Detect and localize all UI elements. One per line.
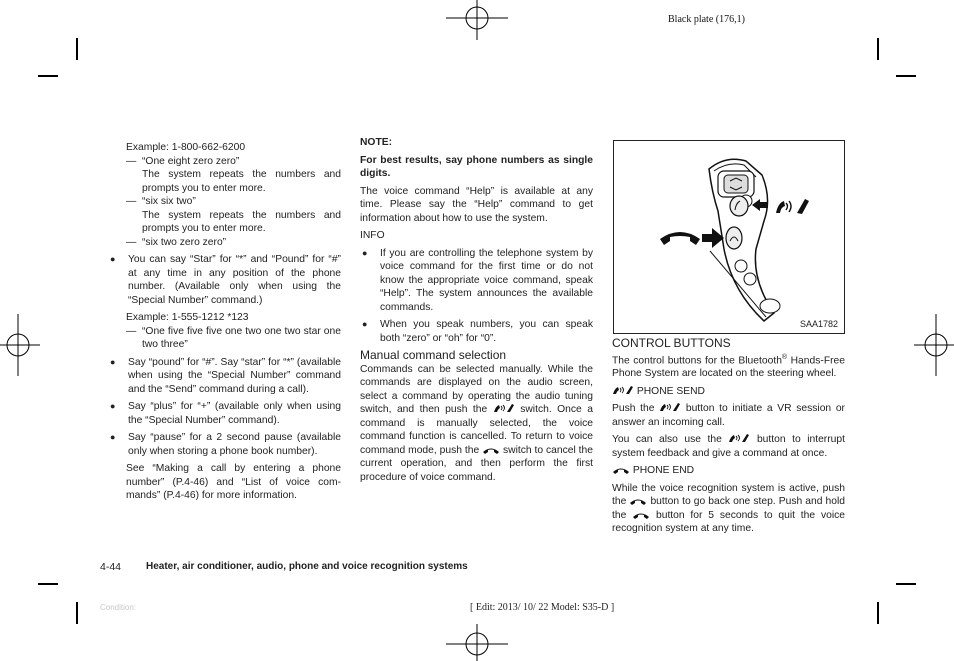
footer-title: Heater, air conditioner, audio, phone and voice recognition systems [146,561,468,572]
crop-mark [877,602,879,624]
edit-info: [ Edit: 2013/ 10/ 22 Model: S35-D ] [470,602,615,613]
bullet-item: ● Say “pause” for a 2 second pause (available only when storing a phone book number). [110,432,341,457]
bullet-text: Say “plus” for “+” (available only when using the “Special Number” command). [128,401,341,426]
section-heading: Manual command selection [360,348,507,362]
example-text: “six two zero zero” [142,236,227,248]
phone-send-heading: PHONE SEND [612,385,845,399]
help-paragraph: The voice command “Help” is available at any time. Please say the “Help” command to get information about how to use the system. [360,185,593,224]
bullet-item: ● Say “pound” for “#”. Say “star” for “*” (available when using the “Special Number” command and the “Send” command during a call). [110,356,341,395]
bullet-item: ● If you are controlling the telephone system by voice command for the first time or do not know the appropriate voice command, speak “Help”. The system announces the available commands. [362,247,593,313]
registration-mark-bottom [446,624,508,661]
crop-mark [38,583,58,585]
phone-icon [482,445,500,455]
phone-end-heading: PHONE END [612,464,845,478]
phone-send-paragraph: Push the button to initiate a VR session or answer an incoming call. [612,403,845,428]
bullet-text: If you are controlling the telephone system by voice command for the first time or do not know the appropriate voice command, speak “Help”. The system announces the available commands. [380,247,593,313]
example-item: — “One eight zero zero” [126,155,240,167]
bullet-text: You can say “Star” for “*” and “Pound” for “#” at any time in any position of the phone number. (Available only when using the “Special Number” command.) [128,254,341,306]
note-text: For best results, say phone numbers as single digits. [360,154,593,179]
crop-mark [896,583,916,585]
intro-paragraph: The control buttons for the Bluetooth® Hands-Free Phone System are located on the steering wheel. [612,353,845,380]
condition-label: Condition: [100,603,137,612]
example-item: — “One five five five one two one two star one two three” [126,325,341,350]
example-note: The system repeats the numbers and prompts you to enter more. [142,209,341,234]
example-text: “One eight zero zero” [142,155,240,167]
crop-mark [896,75,916,77]
manual-paragraph [360,363,593,485]
section-heading: CONTROL BUTTONS [612,336,731,350]
talk-phone-icon [493,403,515,414]
right-column [612,337,845,536]
example-item: — “six six two” [126,196,196,207]
manual-text: Commands can be selected manually. While the commands are displayed on the audio screen, select a command by operating the audio tuning switch, and then push the [360,363,593,415]
manual-text: switch to cancel the current operation, and then perform the first procedure of voice command. [360,444,593,483]
bullet-item: ● You can say “Star” for “*” and “Pound” for “#” at any time in any position of the phone number. (Available only when using the “Special Number” command.) [110,254,341,306]
example-text: “six six two” [142,196,196,207]
example-text: “One five five five one two one two star one two three” [142,325,341,350]
bullet-item: ● When you speak numbers, you can speak both “zero” or “oh” for “0”. [362,319,593,344]
phone-icon [632,510,650,520]
phone-icon [629,496,647,506]
plate-label: Black plate (176,1) [668,14,745,25]
talk-phone-icon [612,385,634,396]
note-title: NOTE: [360,137,393,148]
bullet-text: Say “pound” for “#”. Say “star” for “*” (available when using the “Special Number” command and the “Send” command during a call). [128,356,341,395]
registration-mark-top [446,0,508,40]
manual-text: switch. Once a command is manually selected, the voice command function is cancelled. To return to voice command mode, push the [360,404,593,456]
middle-column [360,136,593,484]
example-note: The system repeats the numbers and prompts you to enter more. [142,169,341,194]
example-label: Example: 1-555-1212 *123 [126,312,249,323]
registration-mark-left [0,314,40,376]
page-number: 4-44 [100,561,122,573]
talk-phone-icon [728,433,750,444]
crop-mark [76,38,78,60]
steering-wheel-illustration [614,141,844,333]
figure-id: SAA1782 [799,319,838,329]
phone-end-paragraph: While the voice recognition system is active, push the button to go back one step. Push and hold the button for 5 seconds to quit the voice recognition system at any time. [612,482,845,535]
info-title: INFO [360,230,385,241]
cross-reference: See “Making a call by entering a phone number” (P.4-46) and “List of voice com-mands” (P.4-46) for more information. [126,463,341,501]
registration-mark-right [914,314,954,376]
phone-send-paragraph: You can also use the button to interrupt system feedback and give a command at once. [612,434,845,459]
bullet-text: Say “pause” for a 2 second pause (available only when storing a phone book number). [128,432,341,457]
crop-mark [38,75,58,77]
bullet-text: When you speak numbers, you can speak both “zero” or “oh” for “0”. [380,319,593,344]
phone-icon [612,465,630,475]
example-item: — “six two zero zero” [126,236,227,248]
bullet-item: ● Say “plus” for “+” (available only when using the “Special Number” command). [110,401,341,426]
talk-phone-icon [659,402,681,413]
steering-wheel-figure [613,140,845,334]
example-label: Example: 1-800-662-6200 [126,142,246,153]
crop-mark [877,38,879,60]
crop-mark [76,602,78,624]
left-column [108,141,341,503]
